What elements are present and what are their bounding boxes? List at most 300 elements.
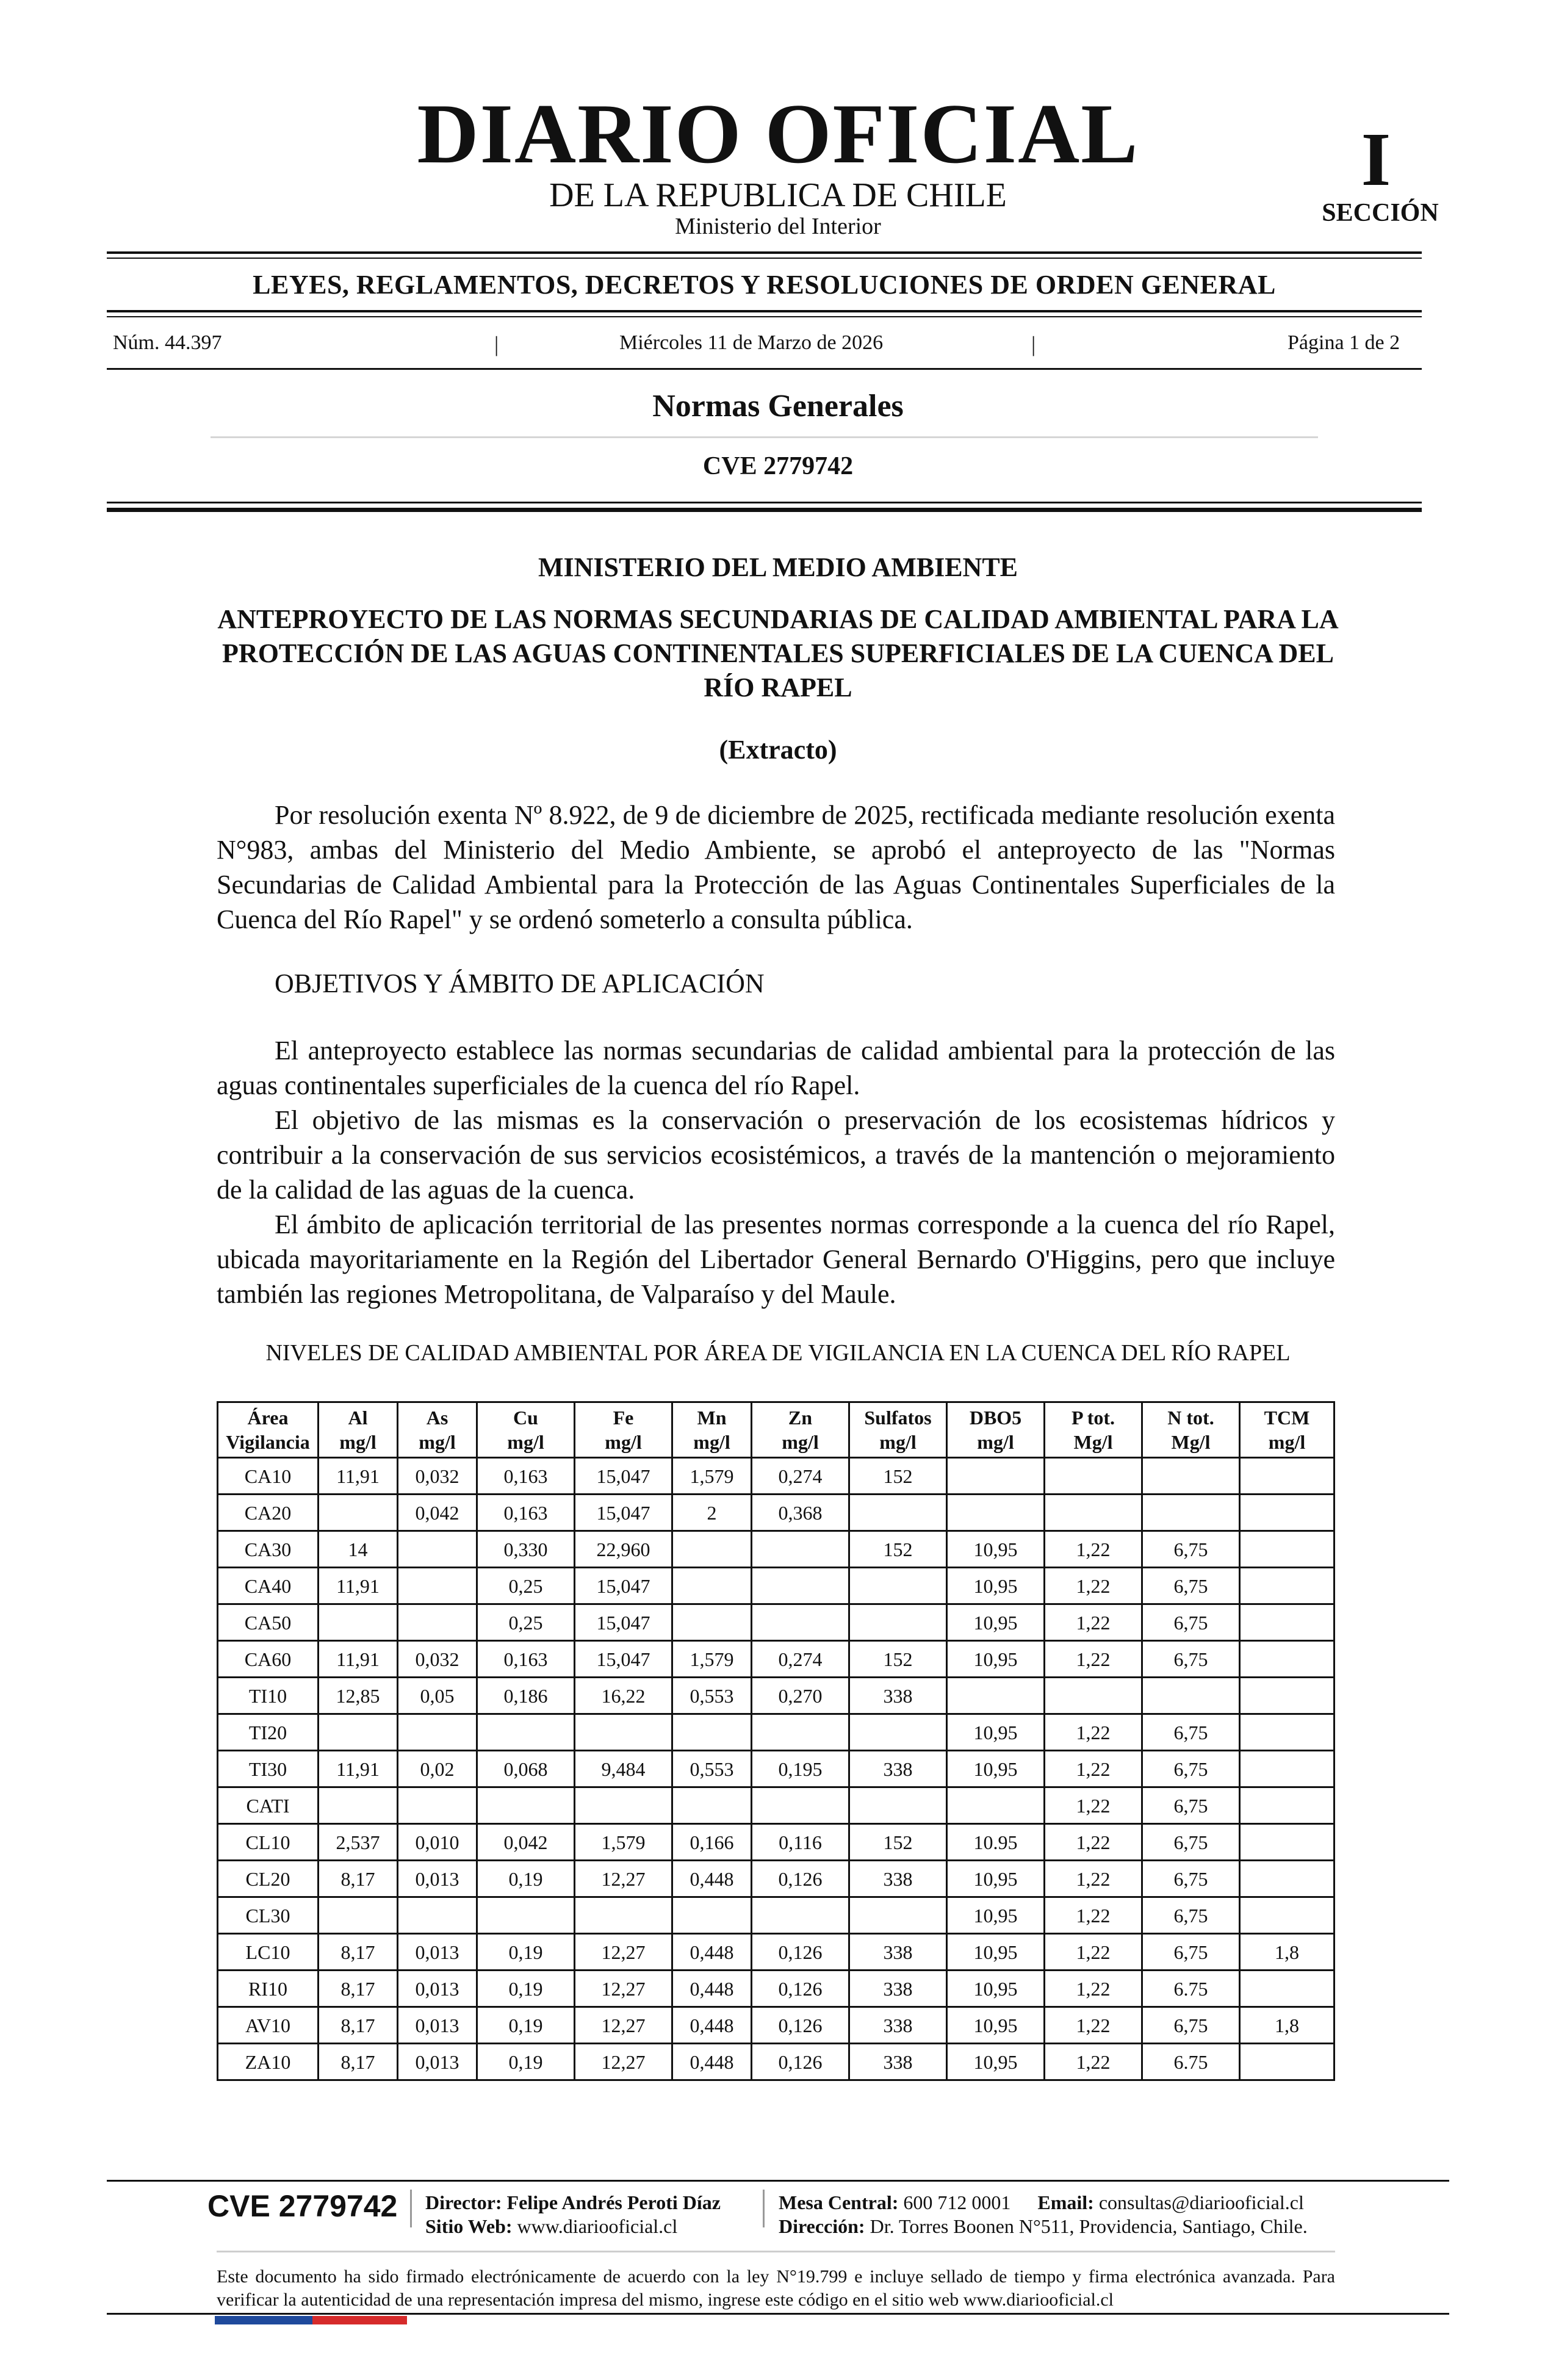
table-cell: 16,22 (575, 1678, 672, 1714)
table-cell: 1,22 (1045, 1897, 1142, 1934)
table-cell: 6,75 (1142, 1604, 1240, 1641)
table-header-text: mg/l (605, 1431, 642, 1453)
footer-mesa-label: Mesa Central: (779, 2191, 899, 2213)
paragraph-scope: El anteproyecto establece las normas secundarias de calidad ambiental para la protección de las aguas continentales superficiales de la cuenca del río Rapel. (217, 1036, 1335, 1100)
table-cell: 1,579 (672, 1641, 752, 1678)
table-cell (1240, 1531, 1334, 1568)
table-cell (947, 1678, 1045, 1714)
table-cell (575, 1897, 672, 1934)
footer-director (425, 2193, 721, 2212)
table-cell: 6,75 (1142, 1568, 1240, 1604)
table-cell (575, 1787, 672, 1824)
table-cell: 10,95 (947, 1531, 1045, 1568)
footer-email-link[interactable]: consultas@diariooficial.cl (1098, 2191, 1304, 2213)
table-header-cell (477, 1402, 575, 1458)
table-cell: 0,126 (752, 1861, 849, 1897)
table-cell: 0,274 (752, 1458, 849, 1495)
table-cell: 10,95 (947, 1641, 1045, 1678)
table-cell: 6,75 (1142, 1934, 1240, 1971)
table-cell: 1,579 (575, 1824, 672, 1861)
table-cell: 0,448 (672, 2044, 752, 2080)
table-cell: 0,270 (752, 1678, 849, 1714)
table-cell: 0,274 (752, 1641, 849, 1678)
table-row (218, 1787, 1334, 1824)
table-header-cell (1045, 1402, 1142, 1458)
footer-website-label: Sitio Web: (425, 2215, 513, 2237)
table-cell: 0,19 (477, 2007, 575, 2044)
table-cell: 15,047 (575, 1495, 672, 1531)
table-cell: 12,27 (575, 1861, 672, 1897)
table-cell (752, 1604, 849, 1641)
table-cell: 10,95 (947, 1934, 1045, 1971)
table-cell: 0,010 (398, 1824, 477, 1861)
table-header-text: mg/l (507, 1431, 544, 1453)
table-cell (1240, 1861, 1334, 1897)
table-cell (1045, 1458, 1142, 1495)
table-row (218, 1824, 1334, 1861)
table-header-text: TCM (1264, 1407, 1310, 1429)
quality-levels-table (217, 1401, 1335, 2081)
table-cell: 1,22 (1045, 1787, 1142, 1824)
table-row (218, 1678, 1334, 1714)
table-header-text: Cu (513, 1407, 538, 1429)
table-cell: 0,448 (672, 1934, 752, 1971)
table-cell: 0,19 (477, 1971, 575, 2007)
masthead-title: DIARIO OFICIAL (417, 87, 1139, 181)
table-cell: 8,17 (319, 1861, 398, 1897)
table-cell (672, 1787, 752, 1824)
table-cell: 10,95 (947, 1568, 1045, 1604)
table-cell: 1,8 (1240, 1934, 1334, 1971)
table-cell: 1,22 (1045, 1751, 1142, 1787)
table-cell: 0,013 (398, 2007, 477, 2044)
area-code-cell: CL10 (218, 1824, 319, 1861)
table-cell: 0,368 (752, 1495, 849, 1531)
area-code-cell: TI30 (218, 1751, 319, 1787)
table-row (218, 1495, 1334, 1531)
table-cell: 1,8 (1240, 2007, 1334, 2044)
table-cell: 10,95 (947, 1604, 1045, 1641)
table-header-text: mg/l (977, 1431, 1014, 1453)
table-cell (1240, 1604, 1334, 1641)
footer-website (425, 2216, 677, 2236)
table-cell: 12,27 (575, 1934, 672, 1971)
table-row (218, 1604, 1334, 1641)
table-header-text: Mn (697, 1407, 727, 1429)
table-cell (1142, 1495, 1240, 1531)
area-code-cell: CL20 (218, 1861, 319, 1897)
table-cell: 338 (849, 1934, 947, 1971)
table-header-text: DBO5 (969, 1407, 1022, 1429)
table-header-cell (218, 1402, 319, 1458)
footer-separator (763, 2190, 765, 2227)
table-cell: 6,75 (1142, 1897, 1240, 1934)
cve-code: CVE 2779742 (702, 452, 854, 480)
table-row (218, 1897, 1334, 1934)
table-cell: 0,19 (477, 1861, 575, 1897)
table-cell: 1,579 (672, 1458, 752, 1495)
footer-address-label: Dirección: (779, 2215, 865, 2237)
table-cell (849, 1787, 947, 1824)
table-cell: 15,047 (575, 1458, 672, 1495)
table-cell: 0,042 (398, 1495, 477, 1531)
area-code-cell: ZA10 (218, 2044, 319, 2080)
table-cell (1240, 1971, 1334, 2007)
table-cell: 1,22 (1045, 1531, 1142, 1568)
table-header-text: Fe (613, 1407, 634, 1429)
table-cell (319, 1897, 398, 1934)
table-cell: 1,22 (1045, 1604, 1142, 1641)
table-cell: 0,126 (752, 2044, 849, 2080)
table-header-text: As (426, 1407, 448, 1429)
table-cell (849, 1714, 947, 1751)
area-code-cell: CATI (218, 1787, 319, 1824)
rule-banner-bottom-1 (107, 310, 1422, 312)
table-cell: 14 (319, 1531, 398, 1568)
area-code-cell: LC10 (218, 1934, 319, 1971)
table-cell: 9,484 (575, 1751, 672, 1787)
table-cell (947, 1787, 1045, 1824)
footer-rule-top (107, 2180, 1449, 2182)
table-row (218, 1934, 1334, 1971)
table-cell (398, 1604, 477, 1641)
table-cell: 0,068 (477, 1751, 575, 1787)
table-cell: 6,75 (1142, 1824, 1240, 1861)
table-cell: 1,22 (1045, 1568, 1142, 1604)
flag-stripe-blue (215, 2316, 312, 2324)
table-cell: 15,047 (575, 1604, 672, 1641)
area-code-cell: CL30 (218, 1897, 319, 1934)
table-cell (477, 1897, 575, 1934)
table-cell: 338 (849, 2044, 947, 2080)
table-cell (672, 1531, 752, 1568)
table-cell: 11,91 (319, 1568, 398, 1604)
table-cell (752, 1897, 849, 1934)
table-cell (672, 1714, 752, 1751)
table-cell (1240, 1787, 1334, 1824)
table-cell (1142, 1678, 1240, 1714)
table-cell (672, 1604, 752, 1641)
table-cell (1045, 1495, 1142, 1531)
area-code-cell: CA30 (218, 1531, 319, 1568)
table-cell (319, 1604, 398, 1641)
table-cell: 6,75 (1142, 1861, 1240, 1897)
table-cell: 12,27 (575, 2007, 672, 2044)
table-cell (398, 1531, 477, 1568)
rule-infobar-bottom (107, 368, 1422, 370)
table-cell: 0,032 (398, 1641, 477, 1678)
table-cell: 338 (849, 1861, 947, 1897)
table-cell (849, 1495, 947, 1531)
table-cell (947, 1458, 1045, 1495)
table-cell: 11,91 (319, 1751, 398, 1787)
footer-address-text: Dr. Torres Boonen N°511, Providencia, Santiago, Chile. (870, 2215, 1308, 2237)
rule-cve-bottom-2 (107, 508, 1422, 512)
table-row (218, 1861, 1334, 1897)
table-cell (319, 1787, 398, 1824)
table-row (218, 1458, 1334, 1495)
table-header-cell (849, 1402, 947, 1458)
table-cell: 338 (849, 1678, 947, 1714)
table-header-text: Área (247, 1407, 289, 1429)
table-cell: 1,22 (1045, 2007, 1142, 2044)
table-header-text: Sulfatos (864, 1407, 932, 1429)
subheading-objectives: OBJETIVOS Y ÁMBITO DE APLICACIÓN (275, 968, 765, 998)
table-header-text: Al (348, 1407, 368, 1429)
footer-mesa-central (779, 2193, 1304, 2212)
table-header-cell (398, 1402, 477, 1458)
table-header-text: N tot. (1167, 1407, 1214, 1429)
table-cell: 0,195 (752, 1751, 849, 1787)
table-cell: 10,95 (947, 1714, 1045, 1751)
footer-rule-bottom (107, 2313, 1449, 2315)
table-row (218, 2007, 1334, 2044)
table-cell (849, 1897, 947, 1934)
table-header-text: mg/l (1268, 1431, 1306, 1453)
table-cell (752, 1787, 849, 1824)
table-cell (672, 1897, 752, 1934)
table-cell: 0,126 (752, 1934, 849, 1971)
infobar-separator: | (494, 332, 499, 356)
table-cell: 0,186 (477, 1678, 575, 1714)
table-cell (398, 1568, 477, 1604)
table-cell: 12,27 (575, 2044, 672, 2080)
table-cell: 0,163 (477, 1458, 575, 1495)
table-header-text: mg/l (782, 1431, 819, 1453)
table-cell (752, 1568, 849, 1604)
rule-top-1 (107, 251, 1422, 254)
table-cell: 6,75 (1142, 1714, 1240, 1751)
section-divider (211, 436, 1318, 438)
table-cell (1240, 1495, 1334, 1531)
section-label: SECCIÓN (1322, 199, 1439, 227)
table-cell: 0,013 (398, 2044, 477, 2080)
table-cell: 10,95 (947, 1751, 1045, 1787)
ministry-heading: MINISTERIO DEL MEDIO AMBIENTE (538, 552, 1018, 582)
table-cell: 338 (849, 1751, 947, 1787)
masthead-subtitle: DE LA REPUBLICA DE CHILE (549, 176, 1007, 214)
table-title: NIVELES DE CALIDAD AMBIENTAL POR ÁREA DE VIGILANCIA EN LA CUENCA DEL RÍO RAPEL (265, 1340, 1291, 1366)
table-cell: 152 (849, 1458, 947, 1495)
footer-address (779, 2216, 1308, 2236)
page-indicator: Página 1 de 2 (1288, 331, 1400, 354)
table-cell: 152 (849, 1824, 947, 1861)
table-cell: 11,91 (319, 1641, 398, 1678)
table-cell: 1,22 (1045, 1714, 1142, 1751)
table-cell: 0,330 (477, 1531, 575, 1568)
flag-stripe-red (312, 2316, 407, 2324)
table-row (218, 1531, 1334, 1568)
table-cell: 338 (849, 1971, 947, 2007)
table-header-text: Vigilancia (226, 1431, 310, 1453)
footer-director-name: Felipe Andrés Peroti Díaz (506, 2191, 721, 2213)
table-cell (1240, 1897, 1334, 1934)
area-code-cell: TI10 (218, 1678, 319, 1714)
table-cell: 10,95 (947, 1861, 1045, 1897)
table-cell: 1,22 (1045, 1861, 1142, 1897)
table-cell: 11,91 (319, 1458, 398, 1495)
table-cell: 6,75 (1142, 1751, 1240, 1787)
banner-heading: LEYES, REGLAMENTOS, DECRETOS Y RESOLUCIONES DE ORDEN GENERAL (253, 270, 1276, 300)
issue-number: Núm. 44.397 (113, 331, 222, 354)
footer-director-label: Director: (425, 2191, 502, 2213)
table-cell: 0,116 (752, 1824, 849, 1861)
table-cell: 22,960 (575, 1531, 672, 1568)
table-cell: 0,163 (477, 1495, 575, 1531)
table-cell (1240, 1751, 1334, 1787)
table-header-text: P tot. (1071, 1407, 1115, 1429)
table-cell (1240, 1678, 1334, 1714)
table-cell: 0,448 (672, 1861, 752, 1897)
table-cell (849, 1568, 947, 1604)
table-cell: 0,05 (398, 1678, 477, 1714)
area-code-cell: RI10 (218, 1971, 319, 2007)
table-header-text: Mg/l (1073, 1431, 1113, 1453)
table-cell: 0,166 (672, 1824, 752, 1861)
table-header-text: mg/l (339, 1431, 376, 1453)
section-title: Normas Generales (652, 389, 904, 424)
table-cell (1240, 1641, 1334, 1678)
footer-email-label: Email: (1037, 2191, 1094, 2213)
document-title: ANTEPROYECTO DE LAS NORMAS SECUNDARIAS DE CALIDAD AMBIENTAL PARA LA PROTECCIÓN DE LAS AGUAS CONTINENTALES SUPERFICIALES DE LA CUENCA DEL RÍO RAPEL (217, 604, 1339, 702)
table-header-text: mg/l (693, 1431, 730, 1453)
table-cell: 10.95 (947, 1824, 1045, 1861)
table-cell: 8,17 (319, 2007, 398, 2044)
table-cell (672, 1568, 752, 1604)
table-cell: 15,047 (575, 1568, 672, 1604)
table-header-text: Zn (788, 1407, 813, 1429)
table-header-cell (1240, 1402, 1334, 1458)
table-cell: 6.75 (1142, 2044, 1240, 2080)
table-row (218, 1641, 1334, 1678)
table-header-cell (1142, 1402, 1240, 1458)
table-header-cell (947, 1402, 1045, 1458)
table-cell: 0,25 (477, 1604, 575, 1641)
area-code-cell: CA60 (218, 1641, 319, 1678)
table-cell (1240, 1714, 1334, 1751)
area-code-cell: CA10 (218, 1458, 319, 1495)
area-code-cell: TI20 (218, 1714, 319, 1751)
table-cell: 0,553 (672, 1751, 752, 1787)
table-cell: 0,013 (398, 1934, 477, 1971)
table-cell: 0,448 (672, 1971, 752, 2007)
table-cell (1240, 2044, 1334, 2080)
area-code-cell: CA40 (218, 1568, 319, 1604)
table-cell: 0,013 (398, 1971, 477, 2007)
table-cell: 10,95 (947, 2044, 1045, 2080)
table-row (218, 1971, 1334, 2007)
rule-top-2 (107, 258, 1422, 259)
table-cell (1240, 1458, 1334, 1495)
table-cell: 1,22 (1045, 2044, 1142, 2080)
footer-website-link[interactable]: www.diariooficial.cl (517, 2215, 678, 2237)
table-cell (1240, 1568, 1334, 1604)
table-cell: 0,042 (477, 1824, 575, 1861)
table-cell (947, 1495, 1045, 1531)
table-cell (398, 1714, 477, 1751)
rule-banner-bottom-2 (107, 316, 1422, 317)
footer-separator (410, 2190, 412, 2227)
footer-mesa-phone: 600 712 0001 (903, 2191, 1011, 2213)
extract-label: (Extracto) (719, 735, 837, 765)
table-cell: 8,17 (319, 1971, 398, 2007)
infobar-separator: | (1031, 332, 1036, 356)
table-cell: 1,22 (1045, 1934, 1142, 1971)
section-roman-numeral: I (1361, 118, 1391, 202)
table-cell: 10,95 (947, 1971, 1045, 2007)
table-cell (398, 1787, 477, 1824)
table-cell: 1,22 (1045, 1641, 1142, 1678)
table-row (218, 1751, 1334, 1787)
table-cell: 2 (672, 1495, 752, 1531)
table-cell: 8,17 (319, 2044, 398, 2080)
table-cell: 0,126 (752, 2007, 849, 2044)
table-cell (319, 1714, 398, 1751)
table-cell: 152 (849, 1641, 947, 1678)
table-cell (752, 1531, 849, 1568)
table-cell: 0,163 (477, 1641, 575, 1678)
table-cell (477, 1787, 575, 1824)
table-cell (319, 1495, 398, 1531)
table-cell (575, 1714, 672, 1751)
table-row (218, 1714, 1334, 1751)
table-cell: 0,013 (398, 1861, 477, 1897)
table-header-cell (752, 1402, 849, 1458)
table-cell: 12,85 (319, 1678, 398, 1714)
table-header-cell (672, 1402, 752, 1458)
table-cell: 1,22 (1045, 1971, 1142, 2007)
table-cell: 6,75 (1142, 1531, 1240, 1568)
table-cell (477, 1714, 575, 1751)
table-header-text: mg/l (879, 1431, 917, 1453)
table-cell (398, 1897, 477, 1934)
table-cell (849, 1604, 947, 1641)
table-cell: 12,27 (575, 1971, 672, 2007)
area-code-cell: AV10 (218, 2007, 319, 2044)
table-cell: 6.75 (1142, 1971, 1240, 2007)
table-cell: 6,75 (1142, 1641, 1240, 1678)
paragraph-objective: El objetivo de las mismas es la conservación o preservación de los ecosistemas hídricos y contribuir a la conservación de sus servicios ecosistémicos, a través de la mantención o mejoramiento de la calidad de las aguas de la cuenca. (217, 1105, 1335, 1205)
table-header-cell (575, 1402, 672, 1458)
table-cell: 6,75 (1142, 2007, 1240, 2044)
footer-cve-code: CVE 2779742 (207, 2189, 398, 2223)
table-cell: 338 (849, 2007, 947, 2044)
table-header-row (218, 1402, 1334, 1458)
footer-divider (217, 2251, 1335, 2252)
rule-cve-bottom-1 (107, 502, 1422, 503)
paragraph-resolution: Por resolución exenta Nº 8.922, de 9 de diciembre de 2025, rectificada mediante resolución exenta N°983, ambas del Ministerio del Medio Ambiente, se aprobó el anteproyecto de las "Normas Secundarias de Calidad Ambiental para la Protección de las Aguas Continentales Superficiales de la Cuenca del Río Rapel" y se ordenó someterlo a consulta pública. (217, 800, 1335, 934)
table-row (218, 2044, 1334, 2080)
table-cell: 0,126 (752, 1971, 849, 2007)
table-header-text: Mg/l (1171, 1431, 1211, 1453)
table-cell: 0,032 (398, 1458, 477, 1495)
table-cell: 15,047 (575, 1641, 672, 1678)
table-cell: 0,448 (672, 2007, 752, 2044)
table-cell (1142, 1458, 1240, 1495)
table-cell: 1,22 (1045, 1824, 1142, 1861)
table-cell (1240, 1824, 1334, 1861)
table-cell (752, 1714, 849, 1751)
table-cell: 0,25 (477, 1568, 575, 1604)
table-cell (1045, 1678, 1142, 1714)
table-cell: 8,17 (319, 1934, 398, 1971)
table-cell: 0,19 (477, 1934, 575, 1971)
table-cell: 0,02 (398, 1751, 477, 1787)
table-cell: 10,95 (947, 1897, 1045, 1934)
table-header-text: mg/l (419, 1431, 456, 1453)
table-cell: 0,553 (672, 1678, 752, 1714)
table-cell: 2,537 (319, 1824, 398, 1861)
